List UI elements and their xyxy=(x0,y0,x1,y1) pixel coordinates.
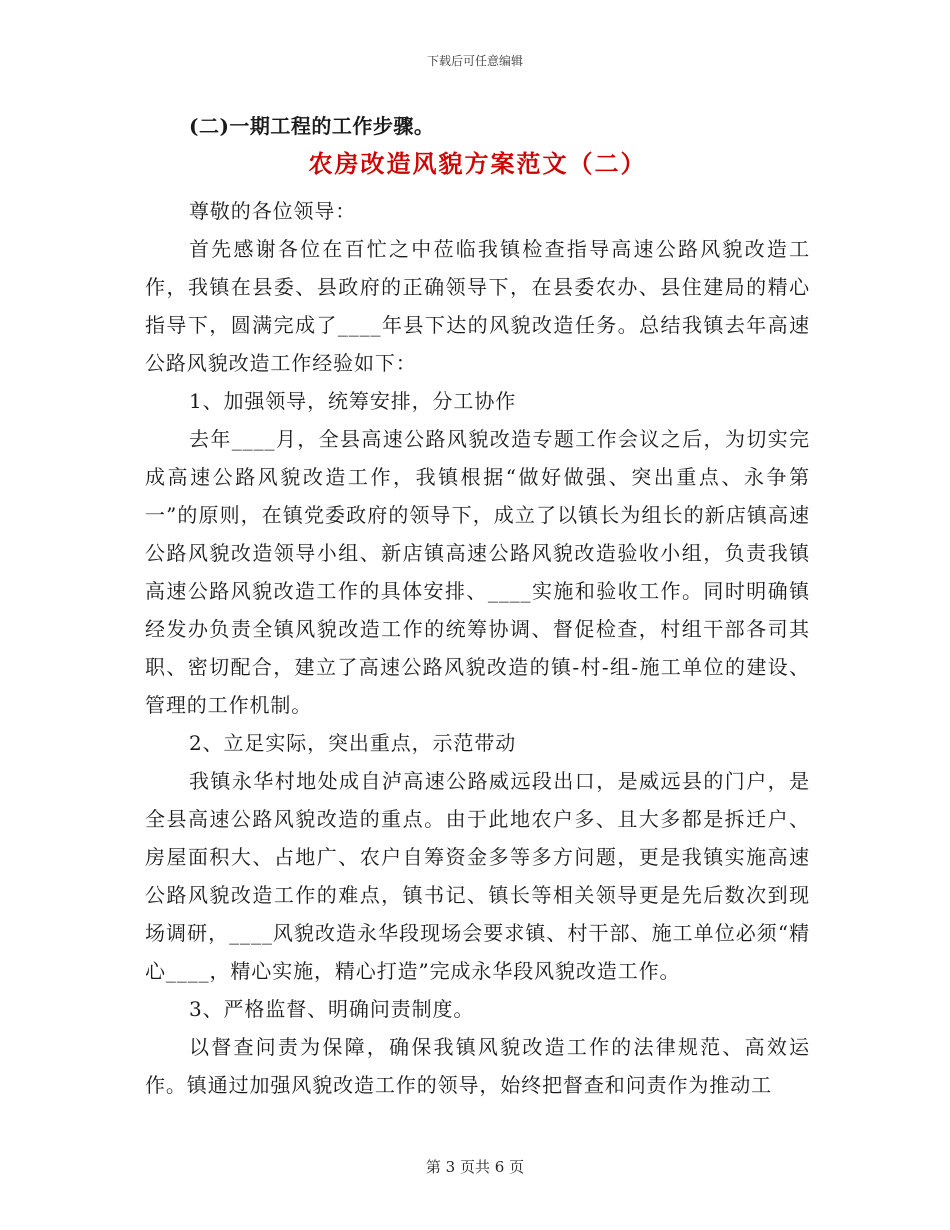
page-footer: 第 3 页共 6 页 xyxy=(425,1158,525,1176)
paragraph-3: 以督查问责为保障，确保我镇风貌改造工作的法律规范、高效运作。镇通过加强风貌改造工作的领导，始终把督查和问责作为推动工 xyxy=(145,1035,810,1097)
subheading-1: 1、加强领导，统筹安排，分工协作 xyxy=(189,389,517,413)
section-heading: (二)一期工程的工作步骤。 xyxy=(189,114,435,138)
subheading-2: 2、立足实际，突出重点，示范带动 xyxy=(189,731,517,755)
document-title: 农房改造风貌方案范文（二） xyxy=(308,149,647,178)
paragraph-2: 我镇永华村地处成自泸高速公路威远段出口，是威远县的门户，是全县高速公路风貌改造的重点。由于此地农户多、且大多都是拆迁户、房屋面积大、占地广、农户自筹资金多等多方问题，更是我镇实施高速公路风貌改造工作的难点，镇书记、镇长等相关领导更是先后数次到现场调研，____风貌改造永华段现场会要求镇、村干部、施工单位必须“精心____，精心实施，精心打造”完成永华段风貌改造工作。 xyxy=(145,769,810,983)
paragraph-1: 去年____月，全县高速公路风貌改造专题工作会议之后，为切实完成高速公路风貌改造工作，我镇根据“做好做强、突出重点、永争第一”的原则，在镇党委政府的领导下，成立了以镇长为组长的新店镇高速公路风貌改造领导小组、新店镇高速公路风貌改造验收小组，负责我镇高速公路风貌改造工作的具体安排、____实施和验收工作。同时明确镇经发办负责全镇风貌改造工作的统筹协调、督促检查，村组干部各司其职、密切配合，建立了高速公路风貌改造的镇-村-组-施工单位的建设、管理的工作机制。 xyxy=(145,427,810,717)
salutation: 尊敬的各位领导： xyxy=(189,199,357,223)
document-body xyxy=(145,108,810,1104)
subheading-3: 3、严格监督、明确问责制度。 xyxy=(189,997,475,1021)
page-header: 下载后可任意编辑 xyxy=(426,54,523,68)
paragraph-intro: 首先感谢各位在百忙之中莅临我镇检查指导高速公路风貌改造工作，我镇在县委、县政府的正确领导下，在县委农办、县住建局的精心指导下，圆满完成了____年县下达的风貌改造任务。总结我镇去年高速公路风貌改造工作经验如下： xyxy=(145,237,810,375)
